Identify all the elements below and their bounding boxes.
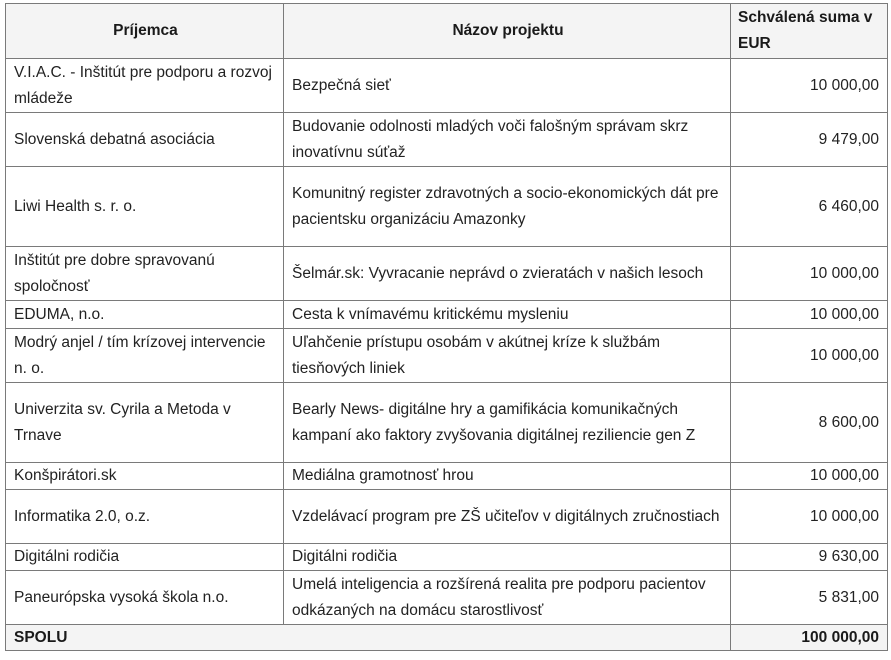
amount-cell: 9 479,00 (731, 113, 888, 167)
table-row (6, 463, 888, 490)
table-row (6, 167, 888, 247)
amount-cell: 6 460,00 (731, 167, 888, 247)
recipient-cell: V.I.A.C. - Inštitút pre podporu a rozvoj mládeže (6, 59, 284, 113)
table-row (6, 571, 888, 625)
recipient-cell: Inštitút pre dobre spravovanú spoločnosť (6, 247, 284, 301)
table-row (6, 301, 888, 329)
table-row (6, 113, 888, 167)
recipient-cell: Digitálni rodičia (6, 544, 284, 571)
recipient-cell: EDUMA, n.o. (6, 301, 284, 329)
project-cell: Umelá inteligencia a rozšírená realita pre podporu pacientov odkázaných na domácu starostlivosť (284, 571, 731, 625)
recipient-cell: Informatika 2.0, o.z. (6, 490, 284, 544)
project-cell: Uľahčenie prístupu osobám v akútnej kríze k službám tiesňových liniek (284, 329, 731, 383)
project-cell: Mediálna gramotnosť hrou (284, 463, 731, 490)
project-cell: Vzdelávací program pre ZŠ učiteľov v digitálnych zručnostiach (284, 490, 731, 544)
project-cell: Budovanie odolnosti mladých voči falošným správam skrz inovatívnu súťaž (284, 113, 731, 167)
table-row (6, 383, 888, 463)
recipient-cell: Konšpirátori.sk (6, 463, 284, 490)
total-row (6, 625, 888, 651)
table-row (6, 59, 888, 113)
project-cell: Komunitný register zdravotných a socio-ekonomických dát pre pacientsku organizáciu Amazonky (284, 167, 731, 247)
grants-table (5, 3, 888, 651)
project-cell: Šelmár.sk: Vyvracanie neprávd o zvieratách v našich lesoch (284, 247, 731, 301)
amount-cell: 5 831,00 (731, 571, 888, 625)
recipient-cell: Slovenská debatná asociácia (6, 113, 284, 167)
project-cell: Bearly News- digitálne hry a gamifikácia komunikačných kampaní ako faktory zvyšovania digitálnej reziliencie gen Z (284, 383, 731, 463)
table-row (6, 329, 888, 383)
project-cell: Cesta k vnímavému kritickému mysleniu (284, 301, 731, 329)
recipient-cell: Univerzita sv. Cyrila a Metoda v Trnave (6, 383, 284, 463)
header-recipient: Príjemca (6, 4, 284, 59)
amount-cell: 10 000,00 (731, 463, 888, 490)
header-amount: Schválená suma v EUR (731, 4, 888, 59)
amount-cell: 10 000,00 (731, 329, 888, 383)
total-label: SPOLU (6, 625, 731, 651)
amount-cell: 10 000,00 (731, 490, 888, 544)
project-cell: Bezpečná sieť (284, 59, 731, 113)
project-cell: Digitálni rodičia (284, 544, 731, 571)
amount-cell: 9 630,00 (731, 544, 888, 571)
amount-cell: 10 000,00 (731, 247, 888, 301)
amount-cell: 8 600,00 (731, 383, 888, 463)
recipient-cell: Paneurópska vysoká škola n.o. (6, 571, 284, 625)
amount-cell: 10 000,00 (731, 301, 888, 329)
header-row (6, 4, 888, 59)
total-amount: 100 000,00 (731, 625, 888, 651)
table-row (6, 247, 888, 301)
table-row (6, 544, 888, 571)
recipient-cell: Liwi Health s. r. o. (6, 167, 284, 247)
recipient-cell: Modrý anjel / tím krízovej intervencie n. o. (6, 329, 284, 383)
header-project: Názov projektu (284, 4, 731, 59)
table-row (6, 490, 888, 544)
amount-cell: 10 000,00 (731, 59, 888, 113)
